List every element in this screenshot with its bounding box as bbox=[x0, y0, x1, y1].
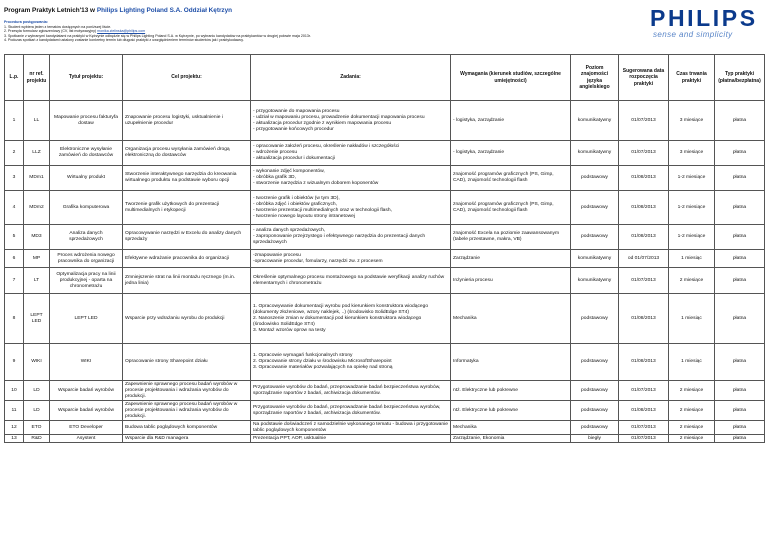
cell-english-level: biegły bbox=[571, 435, 619, 443]
cell-goal: Opracowywanie narzędzi w Excelu do analizy danych sprzedaży bbox=[123, 225, 251, 250]
cell-type: płatna bbox=[715, 344, 765, 381]
table-row bbox=[5, 344, 765, 381]
cell-start-date: 01/08/2013 bbox=[619, 344, 669, 381]
cell-type: płatna bbox=[715, 225, 765, 250]
cell-lp: 2 bbox=[5, 141, 24, 166]
cell-title: Asystent bbox=[50, 435, 123, 443]
cell-requirements: Zarządzanie bbox=[451, 250, 571, 268]
table-row bbox=[5, 294, 765, 344]
cell-type: płatna bbox=[715, 268, 765, 294]
cell-ref: MDm1 bbox=[24, 166, 50, 191]
table-row bbox=[5, 381, 765, 401]
cell-lp: 5 bbox=[5, 225, 24, 250]
cell-title: Elektroniczne wysyłanie zamówień do dostawców bbox=[50, 141, 123, 166]
procedure-step-2-text: 2. Przesyła formularz zgłoszeniowy (CV, list motywacyjny) bbox=[4, 29, 98, 34]
column-header-tasks: Zadania: bbox=[251, 55, 451, 101]
internship-table bbox=[4, 54, 765, 443]
cell-duration: 3 miesiące bbox=[669, 101, 715, 141]
cell-tasks: - opracowanie założeń procesu, określenie nakładów i szczegółości - wdrożenie procesu - aktualizacja procedur i dokumentacji bbox=[251, 141, 451, 166]
cell-lp: 12 bbox=[5, 421, 24, 435]
cell-goal: Wsparcie przy wdrażaniu wyrobu do produkcji bbox=[123, 294, 251, 344]
cell-ref: LD bbox=[24, 401, 50, 421]
cell-title: Analiza danych sprzedażowych bbox=[50, 225, 123, 250]
column-header-ref: nr ref. projektu bbox=[24, 55, 50, 101]
document-header bbox=[4, 6, 564, 43]
cell-goal: Stworzenie interaktywnego narzędzia do kreowania wirtualnego produktu na podstawie wyboru opcji bbox=[123, 166, 251, 191]
cell-lp: 9 bbox=[5, 344, 24, 381]
cell-duration: 1-2 miesiące bbox=[669, 166, 715, 191]
cell-title: Wsparcie badań wyrobów bbox=[50, 401, 123, 421]
cell-tasks: Przygotowanie wyrobów do badań, przeprowadzanie badań bezpieczeństwa wyrobów, sporządzanie raportów z badań, archiwizacja dokumentów. bbox=[251, 381, 451, 401]
column-header-duration: Czas trwania praktyki bbox=[669, 55, 715, 101]
cell-type: płatna bbox=[715, 435, 765, 443]
column-header-lp: L.p. bbox=[5, 55, 24, 101]
procedure-step-4: 4. Podczas spotkań z kandydatami ustalony zostanie konkretny termin lub długość praktyki z uwzględnieniem terminów studentów jak i praktykodawcy. bbox=[4, 38, 244, 43]
cell-tasks: - przygotowanie do mapowania procesu - udział w mapowaniu procesu, prowadzenie dokumentacji mapowania procesu - aktualizacja procedur zgodnie z wynikiem mapowania procesu - przygotowanie końcowych procedur bbox=[251, 101, 451, 141]
cell-requirements: Inżynieria procesu bbox=[451, 268, 571, 294]
cell-requirements: - logistyka, zarządzanie bbox=[451, 101, 571, 141]
cell-requirements: znajomość Excela na poziomie zaawansowanym (tabele przestawne, makra, VB) bbox=[451, 225, 571, 250]
cell-requirements: Mechanika bbox=[451, 421, 571, 435]
table-row bbox=[5, 225, 765, 250]
cell-ref: LL bbox=[24, 101, 50, 141]
cell-requirements: znajomość programów graficznych (PS, Gimp, CAD), znajomość technologii flash bbox=[451, 191, 571, 225]
cell-tasks: Określenie optymalnego procesu montażowego na podstawie weryfikacji analizy ruchów elementarnych i chronometrażu bbox=[251, 268, 451, 294]
company-name: Philips Lighting Poland S.A. Oddział Kętrzyn bbox=[96, 7, 233, 14]
logo-wordmark: PHILIPS bbox=[650, 5, 758, 31]
table-row bbox=[5, 421, 765, 435]
cell-tasks: - wykonanie zdjęć komponentów, - obróbka grafik 3D, - stworzenie narzędzia z wizualnym doborem koponentów bbox=[251, 166, 451, 191]
cell-start-date: 01/07/2013 bbox=[619, 421, 669, 435]
cell-ref: MD3 bbox=[24, 225, 50, 250]
cell-title: ETO Developer bbox=[50, 421, 123, 435]
table-row bbox=[5, 101, 765, 141]
cell-start-date: 01/07/2013 bbox=[619, 141, 669, 166]
cell-english-level: komunikatywny bbox=[571, 141, 619, 166]
document-title bbox=[4, 6, 564, 15]
cell-start-date: 01/07/2013 bbox=[619, 101, 669, 141]
cell-title: Grafika komputerowa bbox=[50, 191, 123, 225]
cell-duration: 1 miesiąc bbox=[669, 344, 715, 381]
cell-title: Mapowanie procesu fakturyfa dostaw bbox=[50, 101, 123, 141]
cell-lp: 8 bbox=[5, 294, 24, 344]
cell-english-level: podstawowy bbox=[571, 344, 619, 381]
cell-english-level: podstawowy bbox=[571, 225, 619, 250]
cell-requirements: Mechanika bbox=[451, 294, 571, 344]
cell-duration: 2 miesiące bbox=[669, 401, 715, 421]
cell-type: płatna bbox=[715, 166, 765, 191]
cell-goal: Zapewnienie sprawnego procesu badań wyrobów w procesie projektowania i wdrażania wyrobów do produkcji. bbox=[123, 381, 251, 401]
cell-start-date: 01/08/2013 bbox=[619, 225, 669, 250]
table-row bbox=[5, 268, 765, 294]
cell-english-level: podstawowy bbox=[571, 191, 619, 225]
cell-type: płatna bbox=[715, 101, 765, 141]
cell-english-level: komunikatywny bbox=[571, 250, 619, 268]
procedure-step-3: 3. Spotkanie z wybranymi kandydatami na praktyki w Kętrzynie odbędzie się w Philips Lighting Poland S.A. w Kętrzynie, po wybraniu kandydatów na praktykantów w drugiej połowie maja 2013r. bbox=[4, 33, 311, 38]
cell-goal: Zmniejszenie strat na linii montażu ręcznego (m.in. jedna linia) bbox=[123, 268, 251, 294]
cell-requirements: znajomość programów graficznych (PS, Gimp, CAD), znajomość technologii flash bbox=[451, 166, 571, 191]
cell-lp: 1 bbox=[5, 101, 24, 141]
cell-start-date: 01/07/2013 bbox=[619, 435, 669, 443]
cell-title: WIKI bbox=[50, 344, 123, 381]
cell-lp: 13 bbox=[5, 435, 24, 443]
cell-requirements: ntż. Elektryczne lub pokrewne bbox=[451, 401, 571, 421]
cell-title: Proces wdrożenia nowego pracownika do organizacji bbox=[50, 250, 123, 268]
procedure-block bbox=[4, 20, 564, 43]
cell-lp: 4 bbox=[5, 191, 24, 225]
cell-english-level: podstawowy bbox=[571, 294, 619, 344]
cell-lp: 3 bbox=[5, 166, 24, 191]
cell-duration: 1-2 miesiące bbox=[669, 191, 715, 225]
cell-duration: 2 miesiące bbox=[669, 421, 715, 435]
column-header-english-level: Poziom znajomości języka angielskiego bbox=[571, 55, 619, 101]
procedure-step-1: 1. Student wybiera jeden z tematów dostępnych na poniższej liście. bbox=[4, 24, 112, 29]
cell-requirements: - logistyka, zarządzanie bbox=[451, 141, 571, 166]
cell-start-date: 01/08/2013 bbox=[619, 191, 669, 225]
cell-ref: LT bbox=[24, 268, 50, 294]
cell-ref: ETO bbox=[24, 421, 50, 435]
logo-tagline: sense and simplicity bbox=[653, 30, 733, 39]
cell-tasks: 1. Opracowywanie dokumentacji wyrobu pod kierunkiem konstruktora wiodącego (dokumenty złożeniowe, wzory naklejek, ..) (środowisko SolidEdge ST4) 2. Nanoszenie zmian w dokumentacji pod kierunkiem konstruktora wiodącego (środowisko SolidEdge ST4) 3. Montaż wzorów oprow na testy bbox=[251, 294, 451, 344]
cell-ref: LEPT LED bbox=[24, 294, 50, 344]
cell-ref: MP bbox=[24, 250, 50, 268]
cell-duration: 2 miesiące bbox=[669, 268, 715, 294]
cell-goal: Organizacja procesu wysyłania zamówień drogą elektroniczną do dostawców bbox=[123, 141, 251, 166]
cell-goal: Zapewnienie sprawnego procesu badań wyrobów w procesie projektowania i wdrażania wyrobów do produkcji. bbox=[123, 401, 251, 421]
title-prefix: Program Praktyk Letnich'13 w bbox=[4, 7, 97, 14]
cell-title: Optymalizacja pracy na linii produkcyjnej - oparta na chronometrażu bbox=[50, 268, 123, 294]
table-row bbox=[5, 250, 765, 268]
cell-ref: R&D bbox=[24, 435, 50, 443]
cell-requirements: ntż. Elektryczne lub pokrewne bbox=[451, 381, 571, 401]
cell-english-level: podstawowy bbox=[571, 166, 619, 191]
cell-goal: Wsparcie dla R&D managera bbox=[123, 435, 251, 443]
column-header-goal: Cel projektu: bbox=[123, 55, 251, 101]
cell-lp: 10 bbox=[5, 381, 24, 401]
cell-title: Wirtualny produkt bbox=[50, 166, 123, 191]
cell-tasks: - analiza danych sprzedażowych, - zaproponowanie przejrzystego i efektywnego narzędzia do prezentacji danych sprzedażowych bbox=[251, 225, 451, 250]
cell-tasks: Prezentacja PPT, AOP, usktualnie bbox=[251, 435, 451, 443]
cell-duration: 2 miesiące bbox=[669, 435, 715, 443]
cell-lp: 6 bbox=[5, 250, 24, 268]
table-body bbox=[5, 101, 765, 443]
cell-type: płatna bbox=[715, 294, 765, 344]
column-header-type: Typ praktyki (płatna/bezpłatna) bbox=[715, 55, 765, 101]
cell-lp: 11 bbox=[5, 401, 24, 421]
cell-goal: Znapowanie procesu logistyki, usktualnienie i uzupełnienie procedur bbox=[123, 101, 251, 141]
cell-tasks: Na podstawie doświadczeń z samodzielnie wykonanego tematu - budowa i przygotowanie tablic poglądowych komponentów bbox=[251, 421, 451, 435]
cell-ref: WIKI bbox=[24, 344, 50, 381]
cell-type: płatna bbox=[715, 381, 765, 401]
column-header-title: Tytuł projektu: bbox=[50, 55, 123, 101]
cell-tasks: 1. Opracowie wymagań funkcjonalnych strony 2. Opracowanie strony działu w środowisku MicrosoftSharepoint 3. Opracowanie materiałów pozwalających na opiekę nad stroną bbox=[251, 344, 451, 381]
cell-duration: 1 miesiąc bbox=[669, 250, 715, 268]
cell-title: LEPT LED bbox=[50, 294, 123, 344]
cell-goal: Efektywne wdrażanie pracownika do organizacji bbox=[123, 250, 251, 268]
cell-type: płatna bbox=[715, 250, 765, 268]
cell-start-date: 01/07/2013 bbox=[619, 268, 669, 294]
cell-type: płatna bbox=[715, 191, 765, 225]
cell-goal: Tworzenie grafik użytkowych do prezentacji multimedialnych i etykopecji bbox=[123, 191, 251, 225]
cell-start-date: 01/07/2013 bbox=[619, 381, 669, 401]
cell-english-level: podstawowy bbox=[571, 381, 619, 401]
cell-type: płatna bbox=[715, 401, 765, 421]
cell-english-level: podstawowy bbox=[571, 421, 619, 435]
cell-english-level: podstawowy bbox=[571, 401, 619, 421]
procedure-title: Procedura postępowania: bbox=[4, 20, 48, 24]
table-header-row bbox=[5, 55, 765, 101]
column-header-requirements: Wymagania (kierunek studiów, szczególne umiejętności) bbox=[451, 55, 571, 101]
column-header-start-date: Sugerowana data rozpoczęcia praktyki bbox=[619, 55, 669, 101]
cell-start-date: 01/08/2013 bbox=[619, 294, 669, 344]
cell-title: Wsparcie badań wyrobów bbox=[50, 381, 123, 401]
cell-duration: 3 miesiące bbox=[669, 141, 715, 166]
cell-type: płatna bbox=[715, 421, 765, 435]
cell-tasks: -zmapowanie procesu -opracowanie procedur, fomularzy, narzędzi zw. z procesem bbox=[251, 250, 451, 268]
table-row bbox=[5, 141, 765, 166]
table-row bbox=[5, 401, 765, 421]
cell-duration: 1 miesiąc bbox=[669, 294, 715, 344]
cell-duration: 1-2 miesiące bbox=[669, 225, 715, 250]
cell-duration: 2 miesiące bbox=[669, 381, 715, 401]
cell-requirements: Informatyka bbox=[451, 344, 571, 381]
table-row bbox=[5, 435, 765, 443]
cell-goal: Opracowanie strony Sharepoint działu bbox=[123, 344, 251, 381]
philips-logo bbox=[650, 6, 762, 40]
cell-type: płatna bbox=[715, 141, 765, 166]
cell-ref: LLZ bbox=[24, 141, 50, 166]
contact-email-link[interactable]: monika.zielinska@philips.com bbox=[97, 29, 146, 34]
table-row bbox=[5, 191, 765, 225]
cell-start-date: od 01/07/2013 bbox=[619, 250, 669, 268]
cell-tasks: - tworzenie grafik i obiektów (w tym 3D), - obróbka zdjęć i obiektów graficznych, - tworzenie prezentacji multimedialnych oraz w technologii flash, - tworzenie nowego layoutu strony intranetowej bbox=[251, 191, 451, 225]
cell-ref: LD bbox=[24, 381, 50, 401]
cell-english-level: komunikatywny bbox=[571, 268, 619, 294]
cell-goal: Budowa tablic poglądowych komponentów bbox=[123, 421, 251, 435]
cell-start-date: 01/08/2013 bbox=[619, 166, 669, 191]
cell-english-level: komunikatywny bbox=[571, 101, 619, 141]
cell-start-date: 01/08/2013 bbox=[619, 401, 669, 421]
cell-lp: 7 bbox=[5, 268, 24, 294]
table-row bbox=[5, 166, 765, 191]
cell-ref: MDm2 bbox=[24, 191, 50, 225]
cell-tasks: Przygotowanie wyrobów do badań, przeprowadzanie badań bezpieczeństwa wyrobów, sporządzanie raportów z badań, archiwizacja dokumentów. bbox=[251, 401, 451, 421]
cell-requirements: Zarządzanie, Ekonomia bbox=[451, 435, 571, 443]
